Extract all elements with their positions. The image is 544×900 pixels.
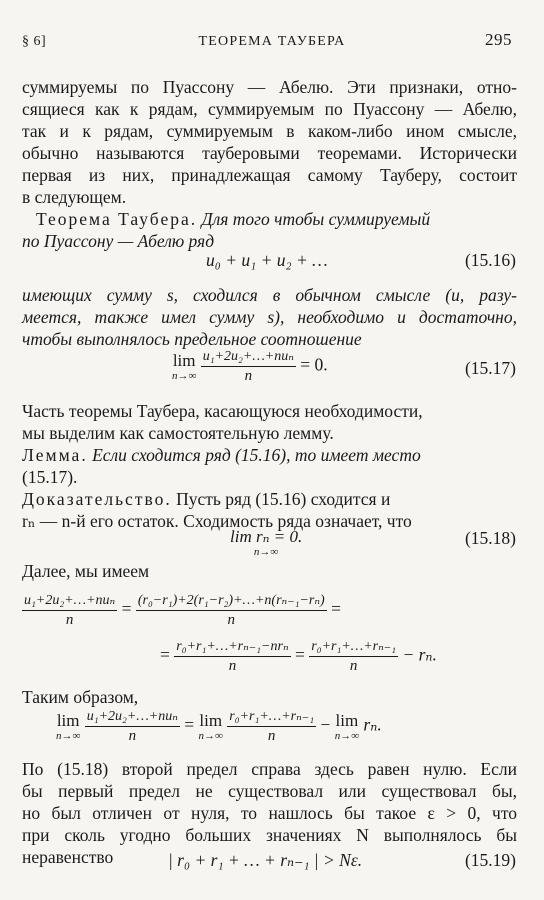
equation-expansion-b: = $\frac{\text{r₀+r₁+…+rₙ₋₁−nrₙ}}{n}$ = $\frac{\text{r₀+r₁+…+rₙ₋₁}}{n}$ − rₙ. [160,639,437,674]
proof-label: Доказательство. [22,489,172,509]
text-line: неравенство [22,847,114,867]
text-line: Таким образом, [22,687,139,707]
text-line: сящиеся как к рядам, суммируемым по Пуассону — Абелю, [22,99,517,119]
text-line: но был отличен от нуля, то нашлось бы такое ε > 0, что [22,803,517,823]
text-line: суммируемы по Пуассону — Абелю. Эти признаки, отно- [22,77,517,97]
text-line: имеющих сумму s, сходился в обычном смысле (и, разу- [22,285,517,305]
theorem-line-2: по Пуассону — Абелю ряд [22,231,215,251]
text-line: меется, также имел сумму s), необходимо и достаточно, [22,307,517,327]
text-line: По (15.18) второй предел справа здесь равен нулю. Если [22,759,517,779]
theorem-label: Теорема Тауберa. [36,209,198,229]
text-line: обычно называются тауберовыми теоремами. Исторически [22,143,517,163]
equation-expansion-a: $\frac{\text{u₁+2u₂+…+nuₙ}}{n}$ = $\frac{\text{(r₀−r₁)+2(r₁−r₂)+…+n(rₙ₋₁−rₙ)}}{n}$ = [24,593,341,628]
equation-15-17: lim n→∞ $\frac{\text{u₁+2u₂+…+nuₙ}}{n}$ = 0. [172,349,328,384]
section-mark: § 6] [22,34,47,49]
text-line: Часть теоремы Тауберa, касающуюся необходимости, [22,401,423,421]
theorem-line [22,208,517,230]
text-line: в следующем. [22,187,127,207]
equation-15-19: | r₀ + r₁ + … + rₙ₋₁ | > Nε. [168,850,363,870]
equation-15-16: u₀ + u₁ + u₂ + … [206,250,328,270]
equation-15-18: lim rₙ = 0. n→∞ [230,527,303,558]
text-line: первая из них, принадлежащая самому Тауберу, состоит [22,165,517,185]
text-line: при сколь угодно больших значениях N выполнялось бы [22,825,517,845]
text-line: мы выделим как самостоятельную лемму. [22,423,334,443]
equation-limits: lim n→∞ $\frac{\text{u₁+2u₂+…+nuₙ}}{n}$ = lim n→∞ $\frac{\text{r₀+r₁+…+rₙ₋₁}}{n}$ − lim n→∞ rₙ. [56,709,382,744]
page-number: 295 [485,30,512,49]
lemma-line [22,444,517,466]
lemma-label: Лемма. [22,445,88,465]
equation-number: (15.17) [464,358,516,378]
text-line: чтобы выполнялось предельное соотношение [22,329,362,349]
text-line: так и к рядам, суммируемым в каком-либо ином смысле, [22,121,517,141]
theorem-text: Для того чтобы суммируемый [201,209,431,229]
equation-number: (15.19) [464,850,516,870]
text-line: Далее, мы имеем [22,561,150,581]
lemma-line-2: (15.17). [22,467,78,487]
equation-number: (15.18) [464,528,516,548]
limit-operator: lim n→∞ [172,350,197,382]
running-title: ТЕОРЕМА ТАУБЕРА [198,34,346,49]
proof-line: Доказательство. Пусть ряд (15.16) сходится и [22,489,391,509]
text-line: бы первый предел не существовал или существовал бы, [22,781,517,801]
text-line: rₙ — n-й его остаток. Сходимость ряда означает, что [22,511,412,531]
fraction: $\frac{\text{u₁+2u₂+…+nuₙ}}{n}$ [202,349,294,384]
lemma-text: Если сходится ряд (15.16), то имеет место [92,445,421,465]
equation-number: (15.16) [464,250,516,270]
